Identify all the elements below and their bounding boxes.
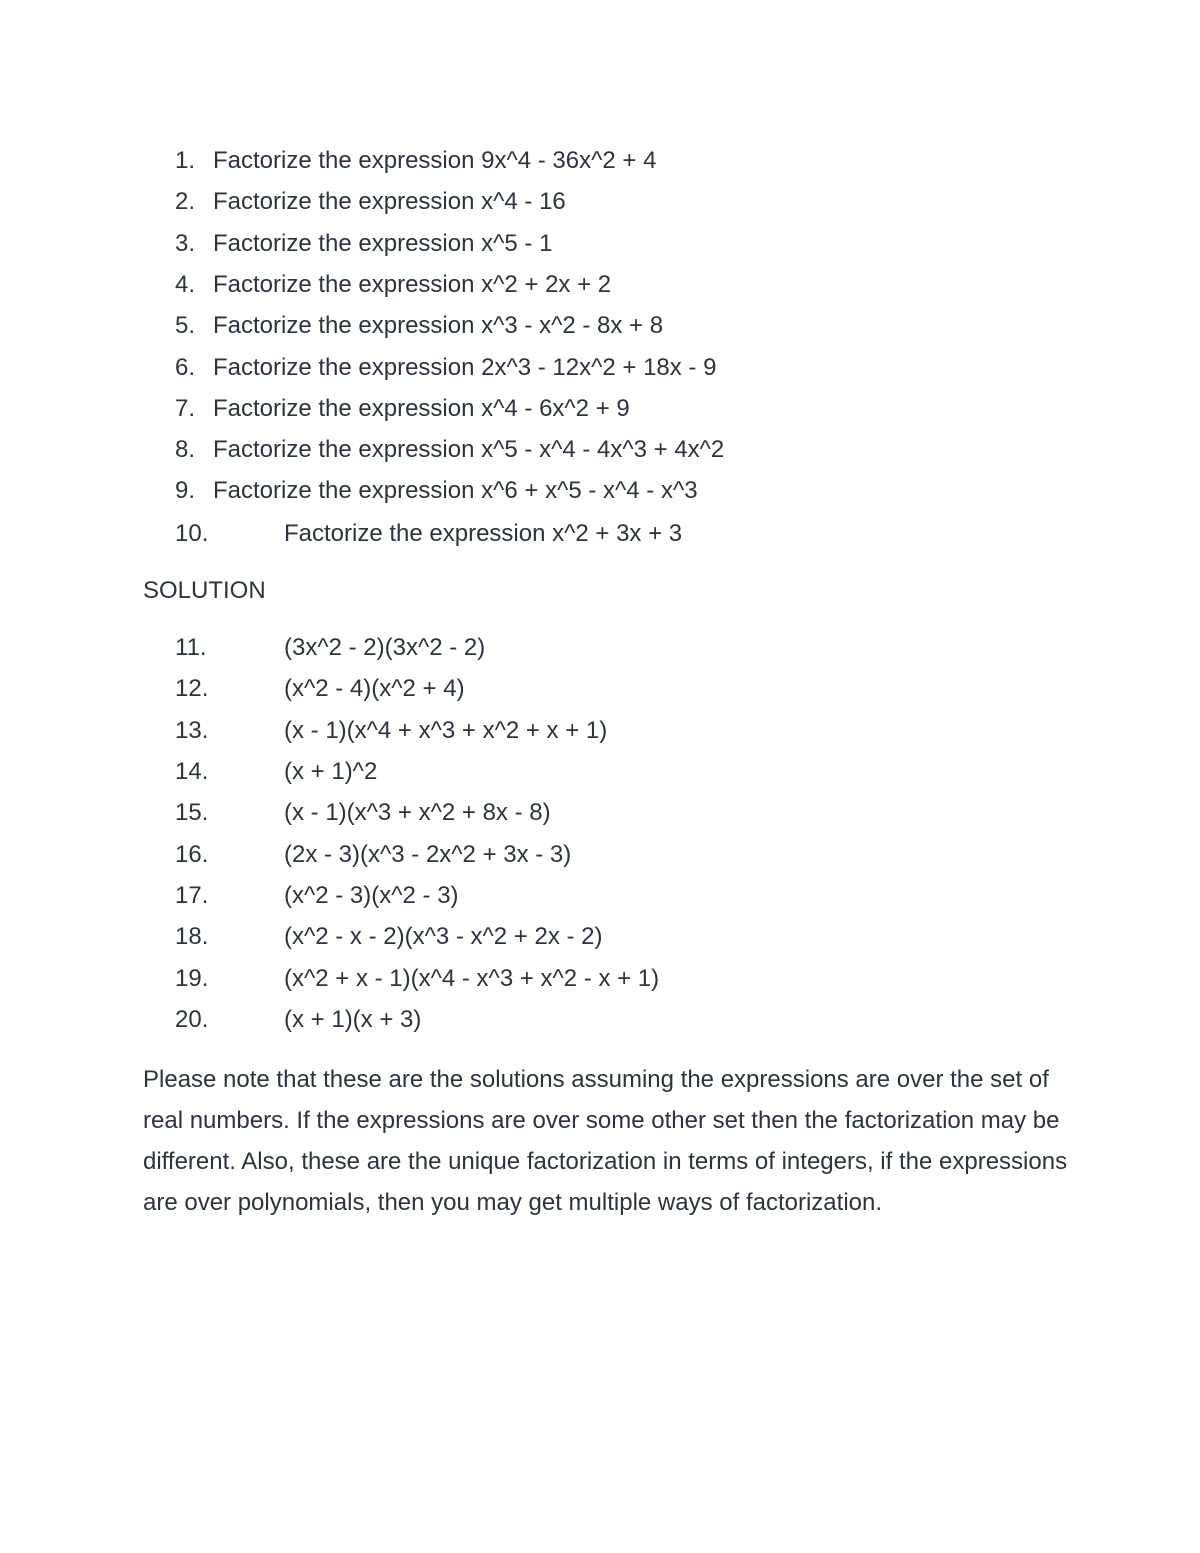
item-text: Factorize the expression x^5 - 1: [213, 230, 553, 257]
item-number: 16.: [175, 841, 209, 868]
item-number: 15.: [175, 799, 209, 826]
item-number: 17.: [175, 882, 209, 909]
item-text: (2x - 3)(x^3 - 2x^2 + 3x - 3): [284, 841, 572, 868]
item-text: (x^2 - x - 2)(x^3 - x^2 + 2x - 2): [284, 923, 603, 950]
item-number: 14.: [175, 758, 209, 785]
item-number: 8.: [175, 436, 196, 463]
item-text: (x^2 - 3)(x^2 - 3): [284, 882, 459, 909]
item-text: Factorize the expression 2x^3 - 12x^2 + 18x - 9: [213, 354, 717, 381]
item-number: 6.: [175, 354, 196, 381]
item-number: 13.: [175, 717, 209, 744]
item-text: (x^2 - 4)(x^2 + 4): [284, 675, 465, 702]
item-number: 1.: [175, 147, 196, 174]
item-number: 12.: [175, 675, 209, 702]
item-number: 7.: [175, 395, 196, 422]
item-number: 11.: [175, 634, 207, 661]
item-number: 19.: [175, 965, 209, 992]
item-number: 2.: [175, 188, 196, 215]
item-text: (x + 1)^2: [284, 758, 378, 785]
item-text: (x - 1)(x^3 + x^2 + 8x - 8): [284, 799, 551, 826]
item-text: Factorize the expression x^2 + 2x + 2: [213, 271, 612, 298]
item-number: 20.: [175, 1006, 209, 1033]
item-text: Factorize the expression x^4 - 6x^2 + 9: [213, 395, 630, 422]
item-text: Factorize the expression 9x^4 - 36x^2 + 4: [213, 147, 657, 174]
item-number: 10.: [175, 520, 209, 547]
item-text: Factorize the expression x^6 + x^5 - x^4 - x^3: [213, 477, 698, 504]
item-text: (x + 1)(x + 3): [284, 1006, 422, 1033]
item-text: Factorize the expression x^3 - x^2 - 8x + 8: [213, 312, 664, 339]
item-number: 18.: [175, 923, 209, 950]
item-number: 3.: [175, 230, 196, 257]
item-text: (x - 1)(x^4 + x^3 + x^2 + x + 1): [284, 717, 608, 744]
item-number: 4.: [175, 271, 196, 298]
item-text: Factorize the expression x^2 + 3x + 3: [284, 520, 683, 547]
item-text: Factorize the expression x^4 - 16: [213, 188, 566, 215]
item-text: (x^2 + x - 1)(x^4 - x^3 + x^2 - x + 1): [284, 965, 660, 992]
note-paragraph: Please note that these are the solutions assuming the expressions are over the set of real numbers. If the expressions are over some other set then the factorization may be different. Also, these are the unique factorization in terms of integers, if the expressions are over polynomials, then you may get multiple ways of factorization.: [143, 1066, 1068, 1216]
item-number: 9.: [175, 477, 196, 504]
item-text: Factorize the expression x^5 - x^4 - 4x^3 + 4x^2: [213, 436, 725, 463]
solution-heading: SOLUTION: [143, 577, 266, 604]
item-text: (3x^2 - 2)(3x^2 - 2): [284, 634, 486, 661]
item-number: 5.: [175, 312, 196, 339]
